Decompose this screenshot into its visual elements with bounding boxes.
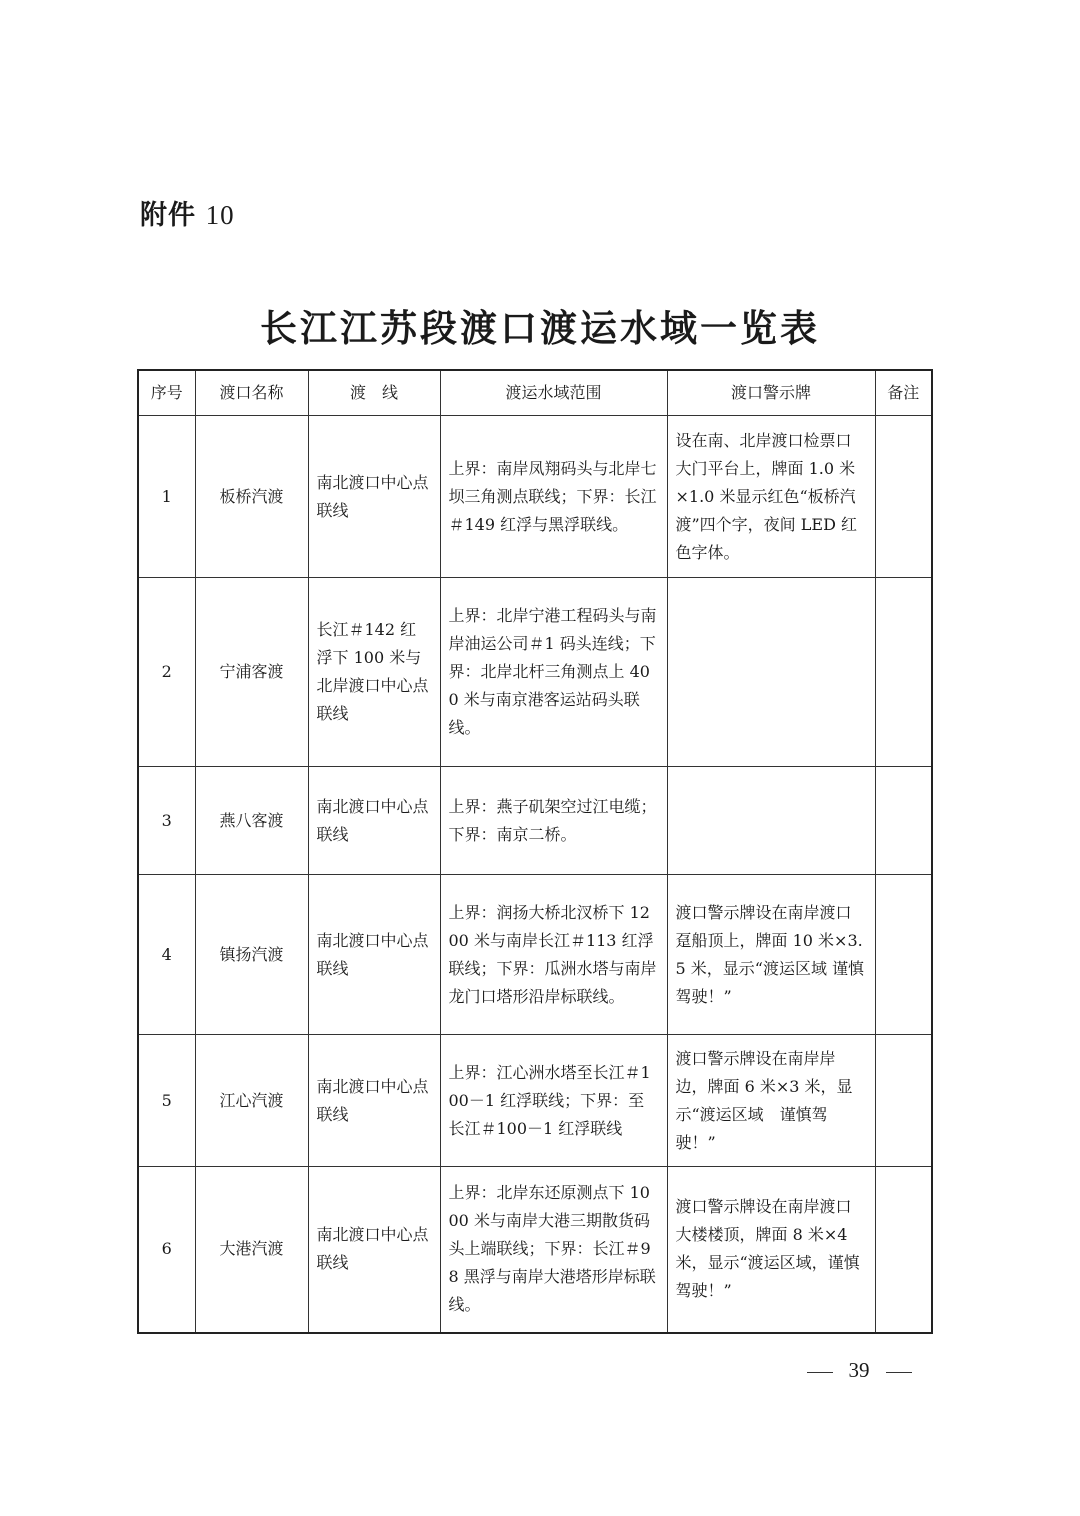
table-row [138, 1035, 932, 1167]
cell-ferry-name: 大港汽渡 [195, 1167, 308, 1333]
header-route: 渡 线 [308, 370, 440, 416]
cell-warning-sign: 渡口警示牌设在南岸渡口大楼楼顶，牌面 8 米×4 米，显示“渡运区域，谨慎驾驶！” [667, 1167, 875, 1333]
cell-remark [875, 1167, 932, 1333]
cell-water-area: 上界：润扬大桥北汊桥下 1200 米与南岸长江＃113 红浮联线；下界：瓜洲水塔与南岸龙门口塔形沿岸标联线。 [440, 875, 667, 1035]
cell-water-area: 上界：江心洲水塔至长江＃100－1 红浮联线；下界：至长江＃100－1 红浮联线 [440, 1035, 667, 1167]
page-number-value: 39 [848, 1358, 870, 1382]
table-header-row [138, 370, 932, 416]
cell-route: 长江＃142 红浮下 100 米与北岸渡口中心点联线 [308, 578, 440, 767]
table-row [138, 875, 932, 1035]
cell-ferry-name: 宁浦客渡 [195, 578, 308, 767]
header-ferry-name: 渡口名称 [195, 370, 308, 416]
cell-number: 4 [138, 875, 195, 1035]
cell-remark [875, 578, 932, 767]
cell-route: 南北渡口中心点联线 [308, 875, 440, 1035]
page-title: 长江江苏段渡口渡运水域一览表 [260, 306, 820, 350]
cell-route: 南北渡口中心点联线 [308, 1035, 440, 1167]
page-number [0, 1358, 1080, 1383]
cell-ferry-name: 燕八客渡 [195, 767, 308, 875]
cell-number: 5 [138, 1035, 195, 1167]
cell-number: 3 [138, 767, 195, 875]
header-remark: 备注 [875, 370, 932, 416]
cell-ferry-name: 江心汽渡 [195, 1035, 308, 1167]
table-row [138, 416, 932, 578]
page-number-dash-right [886, 1372, 912, 1373]
cell-warning-sign [667, 767, 875, 875]
cell-remark [875, 416, 932, 578]
cell-ferry-name: 板桥汽渡 [195, 416, 308, 578]
cell-remark [875, 1035, 932, 1167]
cell-route: 南北渡口中心点联线 [308, 767, 440, 875]
cell-warning-sign: 渡口警示牌设在南岸渡口趸船顶上，牌面 10 米×3.5 米，显示“渡运区域 谨慎驾驶！” [667, 875, 875, 1035]
cell-water-area: 上界：燕子矶架空过江电缆；下界：南京二桥。 [440, 767, 667, 875]
attachment-number: 10 [205, 200, 235, 230]
table-row [138, 767, 932, 875]
cell-warning-sign: 渡口警示牌设在南岸岸边，牌面 6 米×3 米，显示“渡运区域 谨慎驾驶！” [667, 1035, 875, 1167]
ferry-water-area-table [137, 369, 933, 1334]
cell-water-area: 上界：南岸凤翔码头与北岸七坝三角测点联线；下界：长江＃149 红浮与黑浮联线。 [440, 416, 667, 578]
cell-water-area: 上界：北岸宁港工程码头与南岸油运公司＃1 码头连线；下界：北岸北杆三角测点上 400 米与南京港客运站码头联线。 [440, 578, 667, 767]
page-number-dash-left [807, 1372, 833, 1373]
cell-route: 南北渡口中心点联线 [308, 416, 440, 578]
cell-remark [875, 875, 932, 1035]
attachment-label-text: 附件 [140, 200, 196, 231]
cell-route: 南北渡口中心点联线 [308, 1167, 440, 1333]
cell-remark [875, 767, 932, 875]
cell-number: 2 [138, 578, 195, 767]
table-row [138, 578, 932, 767]
cell-number: 1 [138, 416, 195, 578]
header-warning-sign: 渡口警示牌 [667, 370, 875, 416]
cell-ferry-name: 镇扬汽渡 [195, 875, 308, 1035]
table-row [138, 1167, 932, 1333]
cell-warning-sign [667, 578, 875, 767]
cell-number: 6 [138, 1167, 195, 1333]
header-water-area: 渡运水域范围 [440, 370, 667, 416]
cell-warning-sign: 设在南、北岸渡口检票口大门平台上，牌面 1.0 米×1.0 米显示红色“板桥汽渡”四个字，夜间 LED 红色字体。 [667, 416, 875, 578]
cell-water-area: 上界：北岸东还原测点下 1000 米与南岸大港三期散货码头上端联线；下界：长江＃98 黑浮与南岸大港塔形岸标联线。 [440, 1167, 667, 1333]
header-number: 序号 [138, 370, 195, 416]
attachment-label [140, 193, 235, 232]
